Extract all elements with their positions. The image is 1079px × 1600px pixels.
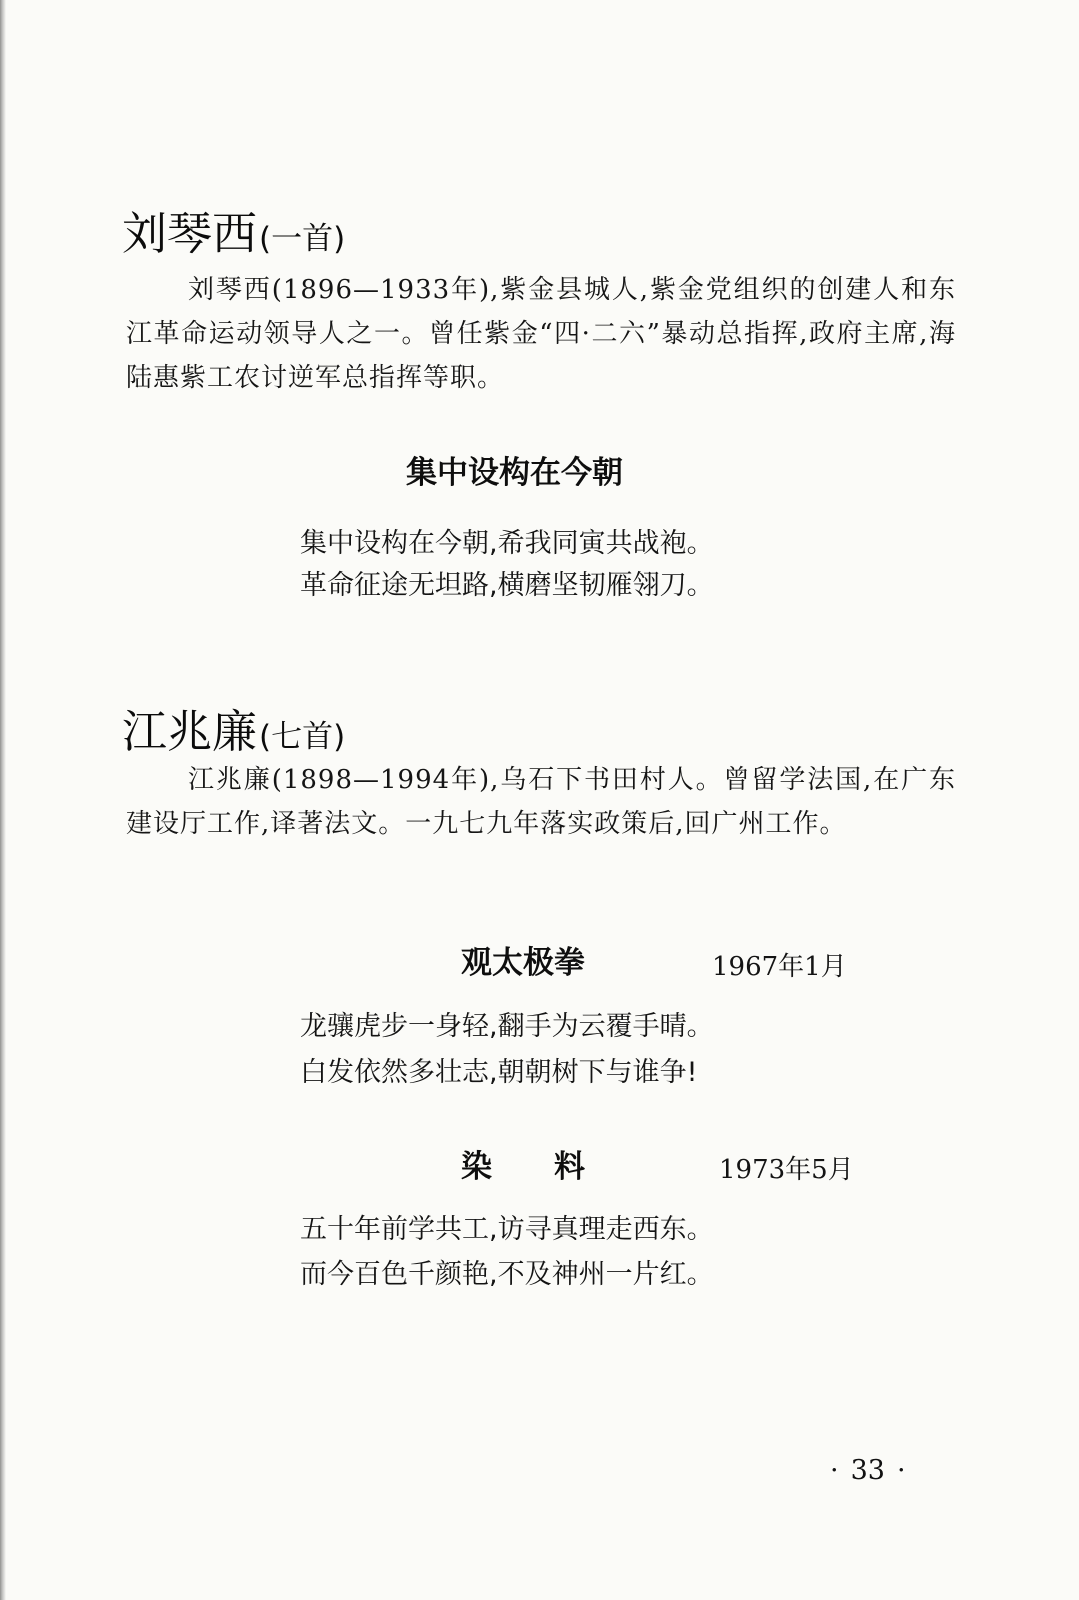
poet-bio-liu-qinxi (126, 268, 956, 400)
page-number-dot: · (830, 1455, 839, 1486)
poem-title: 染 料 (461, 1149, 585, 1185)
bio-text: 刘琴西(1896—1933年),紫金县城人,紫金党组织的创建人和东江革命运动领导人之一。曾任紫金“四·二六”暴动总指挥,政府主席,海陆惠紫工农讨逆军总指挥等职。 (126, 275, 956, 393)
poem-date: 1973年5月 (719, 1155, 854, 1185)
page-number-dot: · (896, 1455, 906, 1486)
poem-count: (七首) (259, 719, 346, 755)
verse-line: 革命征途无坦路,横磨坚韧雁翎刀。 (300, 570, 714, 601)
verse-line: 龙骧虎步一身轻,翻手为云覆手晴。 (300, 1011, 714, 1042)
page-number (818, 1453, 918, 1489)
poem-title: 观太极拳 (461, 945, 585, 981)
poem-date: 1967年1月 (712, 952, 847, 982)
poet-bio-jiang-zhaolian (126, 758, 956, 846)
verse-line: 集中设构在今朝,希我同寅共战袍。 (300, 528, 714, 559)
bio-text: 江兆廉(1898—1994年),乌石下书田村人。曾留学法国,在广东建设厅工作,译著法文。一九七九年落实政策后,回广州工作。 (126, 765, 956, 839)
verse-line: 白发依然多壮志,朝朝树下与谁争! (300, 1057, 698, 1088)
poet-heading-jiang-zhaolian (122, 706, 345, 763)
scan-edge-shadow (0, 0, 6, 1600)
poem-count: (一首) (259, 221, 346, 257)
page-number-value: 33 (850, 1455, 885, 1486)
poem-title: 集中设构在今朝 (406, 455, 623, 491)
poet-name: 江兆廉 (122, 705, 258, 758)
poet-name: 刘琴西 (122, 207, 258, 260)
verse-line: 而今百色千颜艳,不及神州一片红。 (300, 1259, 714, 1290)
poet-heading-liu-qinxi (122, 208, 345, 265)
verse-line: 五十年前学共工,访寻真理走西东。 (300, 1214, 714, 1245)
